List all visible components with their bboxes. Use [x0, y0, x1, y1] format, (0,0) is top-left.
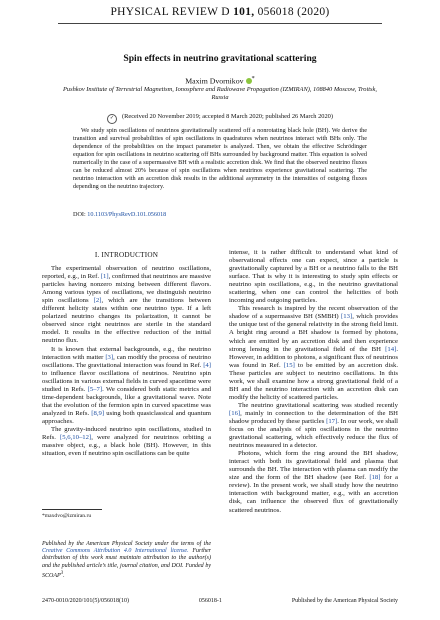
page-footer — [42, 598, 398, 604]
paragraph-text: , can modify the process of neutrino oscillations. The gravitational interaction was found in Ref. — [42, 353, 211, 369]
citation-link[interactable]: [4] — [203, 361, 211, 369]
affiliation: Pushkov Institute of Terrestrial Magnetism, Ionosphere and Radiowave Propagation (IZMIRAN), 108840 Moscow, Troitsk, Russia — [63, 86, 377, 101]
citation-link[interactable]: [5,6,10–12] — [60, 434, 92, 442]
citation-link[interactable]: [16] — [229, 409, 241, 417]
paragraph-text: , which provides the unique test of the general relativity in the strong field limit. A bright ring around a BH shadow is formed by photons, which are emitted by an accretion disk and then experience strong lensing in the gravitational field of the BH — [229, 313, 399, 353]
paragraph-text: The experimental observation of neutrino oscillations, reported, e.g., in Ref. — [42, 265, 211, 281]
paragraph-text: for a review). In the present work, we shall study how the neutrino interaction with background matter, e.g., with an accretion disk, can influence the observed flux of gravitationally scattered neutrinos. — [229, 474, 398, 514]
intro-paragraph-2 — [42, 346, 211, 426]
citation-link[interactable]: [15] — [283, 361, 295, 369]
citation-link[interactable]: [18] — [369, 474, 381, 482]
paragraph-text: Photons, which form the ring around the BH shadow, interact with both its gravitational field and plasma that surrounds the BH. The interaction with plasma can modify the size and the form of the BH shadow (see Ref. — [229, 450, 398, 482]
paragraph-text: to be emitted by an accretion disk. These particles are subject to neutrino oscillations. In this work, we shall examine how a strong gravitational field of a BH and the neutrino interaction with an accretion disk can modify the helicity of scattered particles. — [229, 361, 398, 401]
paragraph-text: . In our work, we shall focus on the analysis of spin oscillations in the neutrino gravitational scattering, which effectively reduce the flux of neutrinos measured in a detector. — [229, 417, 398, 450]
received-dates — [0, 113, 440, 124]
citation-link[interactable]: [3] — [105, 353, 114, 361]
intro-paragraph-1 — [42, 265, 211, 345]
footer-issn: 2470-0010/2020/101(5)/056018(10) — [42, 598, 129, 604]
license-text: Further distribution of this work must maintain attribution to the author(s) and the published article’s title, journal citation, and DOI. Funded by SCOAP — [42, 548, 211, 579]
abstract: We study spin oscillations of neutrinos gravitationally scattered off a nonrotating black hole (BH). We derive the transition and survival probabilities of spin oscillations in quadratures when neutrinos interact with BHs only. The dependence of the probabilities on the impact parameter is analyzed. Then, we obtain the effective Schrödinger equation for spin oscillations in neutrino scattering off BHs surrounded by background matter. This equation is solved numerically in the case of a supermassive BH with a realistic accretion disk. We find that the observed neutrino fluxes can be reduced almost 20% because of spin oscillations when neutrinos experience gravitational scattering. The neutrino interaction with an accretion disk results in the additional asymmetry in the intensities of outgoing fluxes depending on the neutrino trajectory. — [73, 127, 367, 190]
paragraph-text: , were analyzed for neutrinos orbiting a massive object, e.g., a black hole (BH). However, in this situation, even if neutrino spin oscillations can be quite — [42, 434, 211, 458]
section-heading-introduction: I. INTRODUCTION — [94, 251, 159, 259]
right-paragraph-4 — [229, 450, 398, 514]
intro-paragraph-3 — [42, 426, 211, 458]
license-text: Published by the American Physical Society under the terms of the — [42, 541, 211, 547]
right-paragraph-3 — [229, 402, 398, 450]
license-text: . — [63, 572, 65, 579]
paragraph-text: , which are the transitions between different helicity states within one neutrino type. If a left polarized neutrino changes its polarization, it cannot be observed since right neutrinos are sterile in the standard model. It results in the effective reduction of the initial neutrino flux. — [42, 297, 211, 345]
right-column — [229, 249, 398, 515]
received-text: (Received 20 November 2019; accepted 8 March 2020; published 26 March 2020) — [121, 113, 333, 120]
doi-link[interactable]: 10.1103/PhysRevD.101.056018 — [87, 211, 167, 218]
paragraph-text: It is known that external backgrounds, e.g., the neutrino interaction with matter — [42, 345, 211, 361]
citation-link[interactable]: [5–7] — [87, 385, 103, 393]
paragraph-text: . We considered both static metrics and time-dependent backgrounds, like a gravitational wave. Note that the evolution of the fermion spin in curved spacetime was analyzed in Refs. — [42, 385, 212, 417]
paragraph-text: , confirmed that neutrinos are massive particles having nonzero mixing between different flavors. Among various types of oscillations, we distinguish neutrino spin oscillations — [42, 273, 212, 305]
paragraph-text: to influence flavor oscillations of neutrinos. Neutrino spin oscillations in various external fields in curved spacetime were studied in Refs. — [42, 369, 211, 393]
paragraph-text: . However, in addition to photons, a significant flux of neutrinos was found in Ref. — [229, 345, 398, 369]
footer-page-number: 056018-1 — [198, 598, 222, 604]
paragraph-text: This research is inspired by the recent observation of the shadow of a supermassive BH (SMBH) — [229, 305, 398, 321]
author-name[interactable]: Maxim Dvornikov — [185, 76, 244, 86]
doi-label: DOI: — [73, 211, 86, 218]
journal-name: PHYSICAL REVIEW D — [110, 6, 230, 18]
citation-link[interactable]: [14] — [385, 345, 397, 353]
citation-link[interactable]: [1] — [100, 273, 109, 281]
left-column — [42, 251, 211, 458]
journal-header — [0, 6, 440, 18]
citation-link[interactable]: [8,9] — [91, 409, 105, 417]
license-statement — [42, 541, 211, 580]
journal-article-number: 056018 (2020) — [257, 6, 330, 18]
footer-publisher: Published by the American Physical Society — [291, 598, 398, 604]
right-paragraph-2 — [229, 305, 398, 402]
check-for-updates-icon[interactable]: ✓ — [107, 114, 117, 124]
paragraph-text: The gravity-induced neutrino spin oscillations, studied in Refs. — [42, 425, 211, 442]
right-paragraph-1: intense, it is rather difficult to understand what kind of observational effects one can expect, since a particle is gravitationally captured by a BH or a neutrino falls to the BH surface. That is why it is interesting to study spin effects or neutrino spin oscillations, e.g., in the neutrino gravitational scattering, when one can control the helicities of both incoming and outgoing particles. — [229, 249, 398, 305]
paragraph-text: The neutrino gravitational scattering was studied recently — [238, 401, 398, 409]
citation-link[interactable]: [13] — [341, 313, 353, 321]
journal-volume: 101, — [233, 6, 255, 18]
header-rule — [58, 23, 382, 24]
author-email[interactable]: *maxdvo@izmiran.ru — [42, 513, 92, 519]
doi-line — [73, 211, 166, 218]
citation-link[interactable]: [2] — [93, 297, 102, 305]
author-line — [0, 75, 440, 86]
paper-title: Spin effects in neutrino gravitational scattering — [123, 53, 317, 64]
paragraph-text: , mainly in connection to the determination of the BH shadow produced by these particles — [229, 409, 398, 425]
paragraph-text: using both quasiclassical and quantum approaches. — [42, 409, 211, 425]
license-superscript: 3 — [60, 570, 64, 576]
license-link[interactable]: Creative Commons Attribution 4.0 International license. — [42, 548, 189, 555]
footnote-rule — [42, 509, 102, 510]
author-footnote-mark: * — [251, 75, 255, 82]
citation-link[interactable]: [17] — [326, 417, 338, 425]
